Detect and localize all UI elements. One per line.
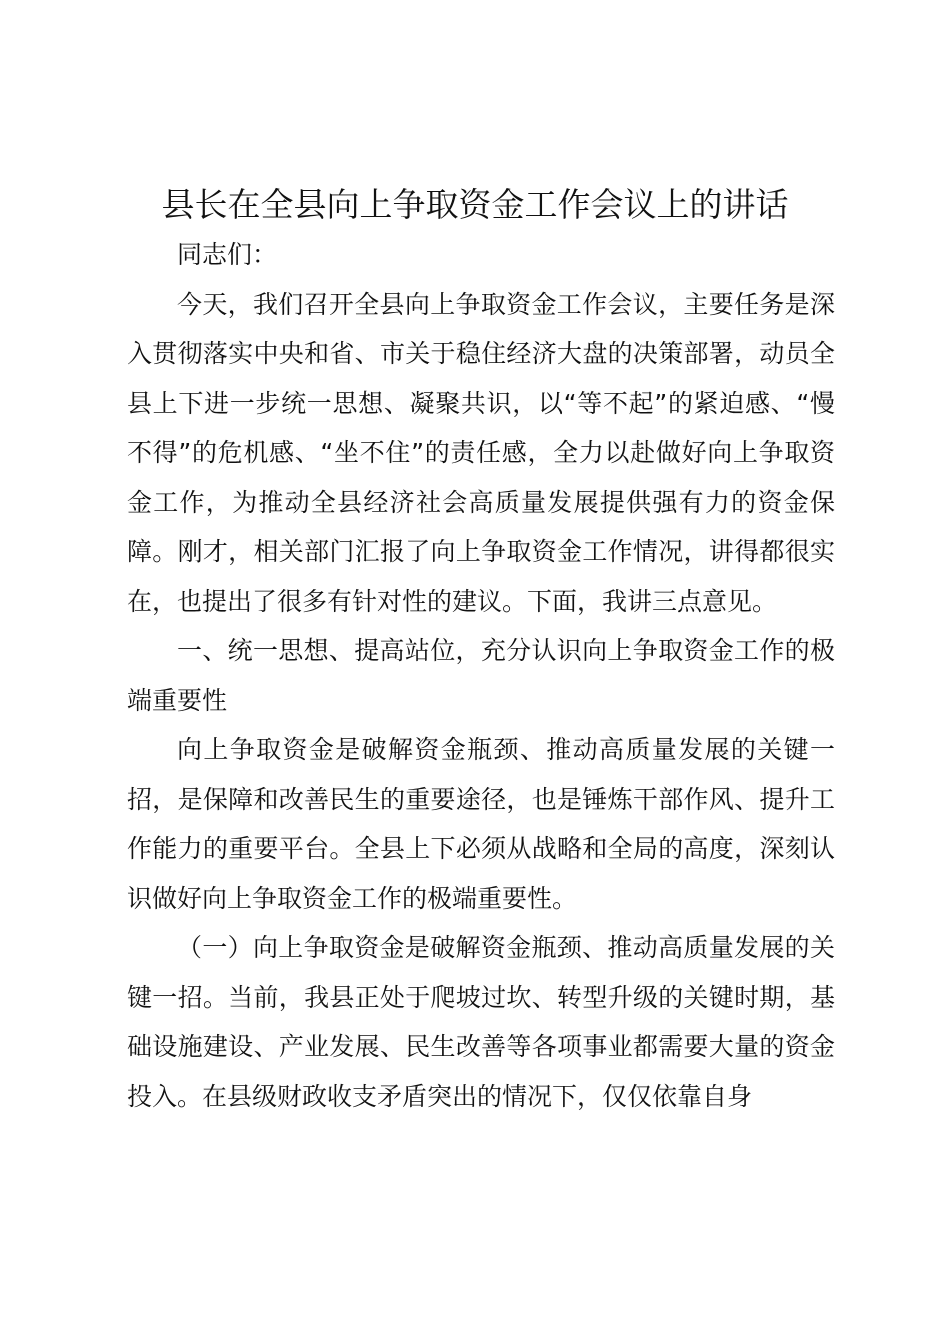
paragraph-section-1-intro: 向上争取资金是破解资金瓶颈、推动高质量发展的关键一招，是保障和改善民生的重要途径，也是锤炼干部作风、提升工作能力的重要平台。全县上下必须从战略和全局的高度，深刻认识做好向上争取资金工作的极端重要性。 [127,735,835,913]
paragraph-opening: 今天，我们召开全县向上争取资金工作会议，主要任务是深入贯彻落实中央和省、市关于稳住经济大盘的决策部署，动员全县上下进一步统一思想、凝聚共识，以“等不起”的紧迫感、“慢不得”的危机感、“坐不住”的责任感，全力以赴做好向上争取资金工作，为推动全县经济社会高质量发展提供强有力的资金保障。刚才，相关部门汇报了向上争取资金工作情况，讲得都很实在，也提出了很多有针对性的建议。下面，我讲三点意见。 [127,289,835,616]
document-body [127,230,835,1121]
document-title: 县长在全县向上争取资金工作会议上的讲话 [161,185,789,224]
paragraph-subsection-1: （一）向上争取资金是破解资金瓶颈、推动高质量发展的关键一招。当前，我县正处于爬坡过坎、转型升级的关键时期，基础设施建设、产业发展、民生改善等各项事业都需要大量的资金投入。在县级财政收支矛盾突出的情况下，仅仅依靠自身 [127,933,835,1111]
salutation: 同志们： [177,240,278,269]
section-heading-1: 一、统一思想、提高站位，充分认识向上争取资金工作的极端重要性 [127,636,835,715]
